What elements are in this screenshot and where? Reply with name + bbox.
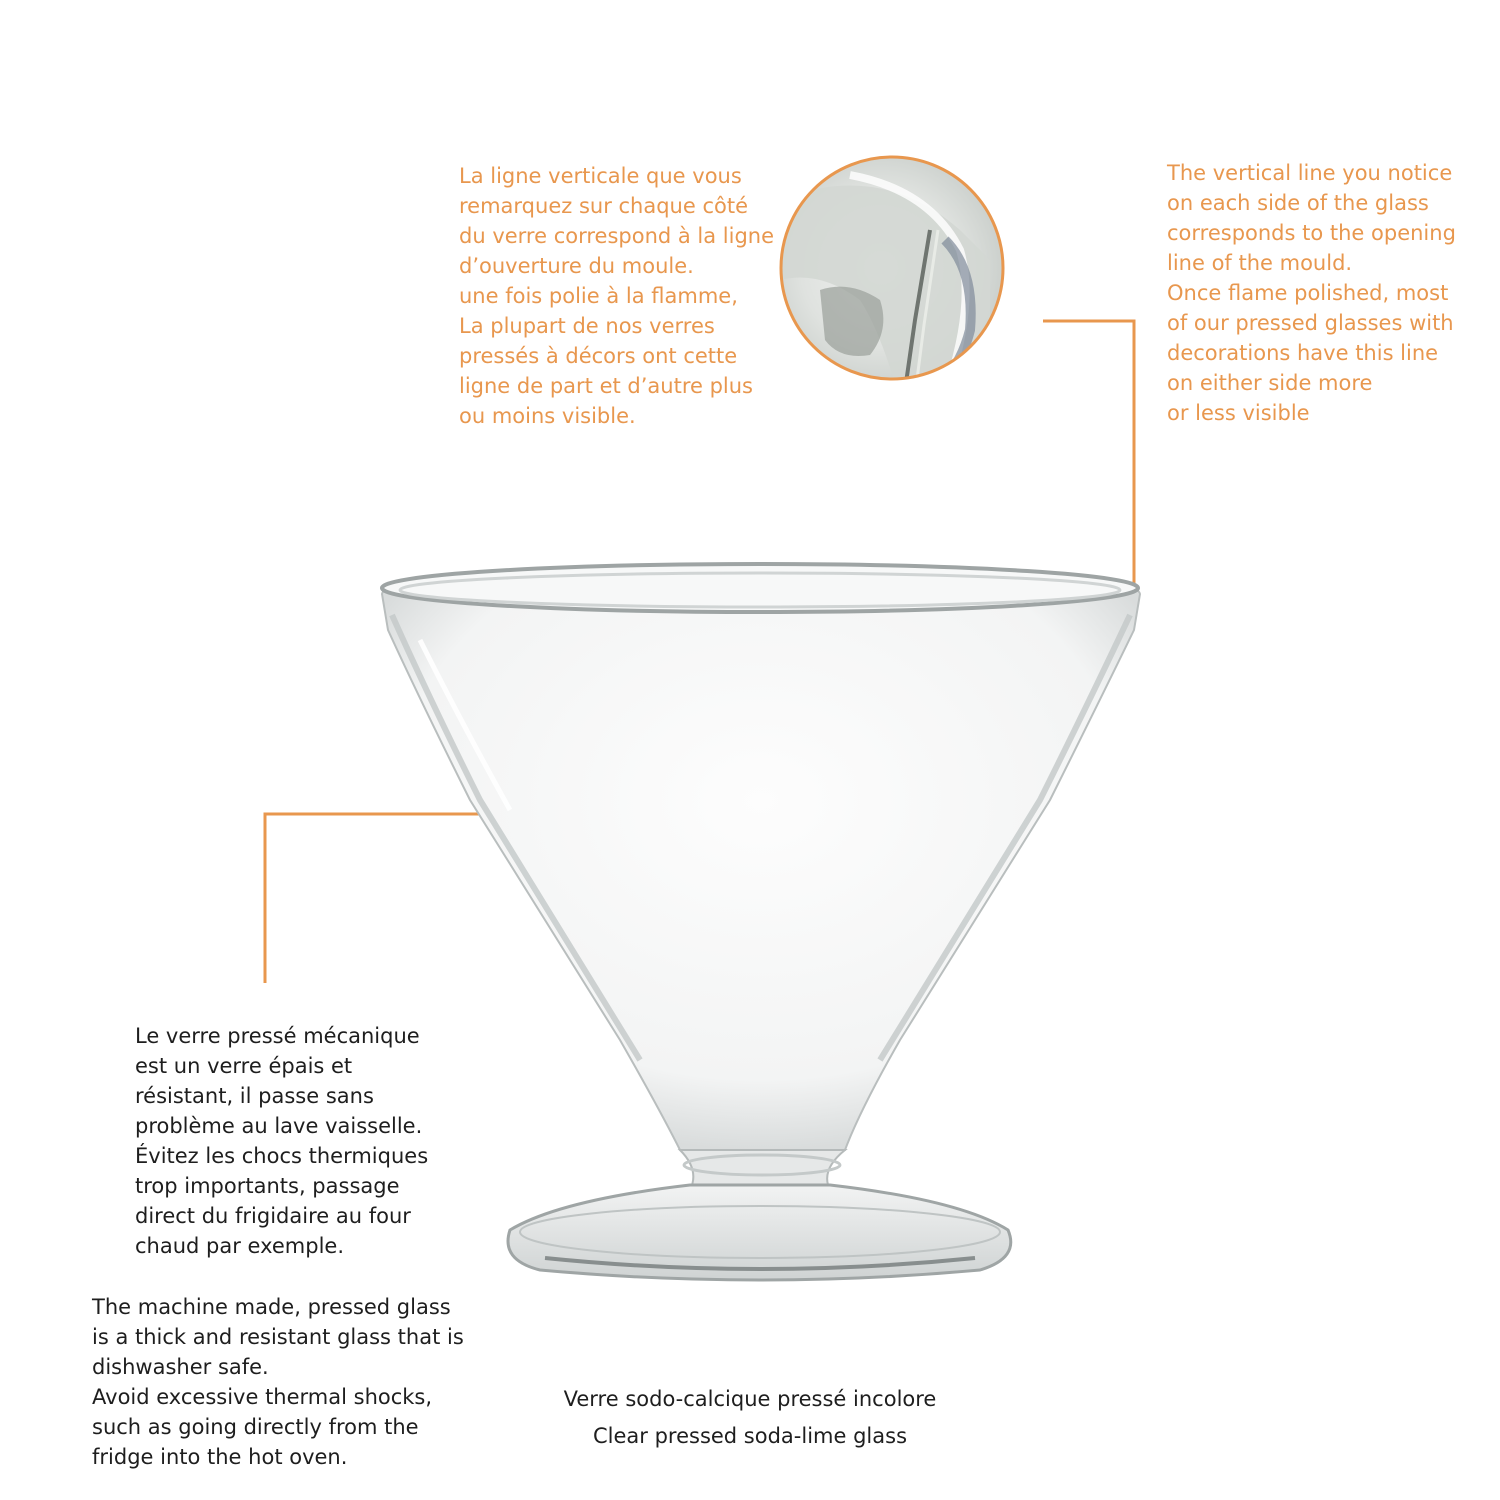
glass-connector-line <box>265 814 483 983</box>
pressed-glass-note-fr: Le verre pressé mécanique est un verre épais et résistant, il passe sans problème au lave vaisselle. Évitez les chocs thermiques trop importants, passage direct du frigidaire au four chaud par exemple. <box>135 1024 429 1258</box>
mould-line-note-en: The vertical line you notice on each side of the glass corresponds to the opening line of the mould. Once flame polished, most of our pressed glasses with decorations have this line on either side more or less visible <box>1167 161 1456 425</box>
zoom-icon <box>780 157 1003 400</box>
caption-en: Clear pressed soda-lime glass <box>592 1424 908 1448</box>
zoom-connector-line <box>1043 321 1134 585</box>
pressed-glass-note-en: The machine made, pressed glass is a thick and resistant glass that is dishwasher safe. Avoid excessive thermal shocks, such as going directly from the fridge into the hot oven. <box>92 1295 464 1469</box>
glass-icon <box>382 564 1140 1280</box>
mould-line-note-fr: La ligne verticale que vous remarquez sur chaque côté du verre correspond à la ligne d’ouverture du moule. une fois polie à la flamme, La plupart de nos verres pressés à décors ont cette ligne de part et d’autre plus ou moins visible. <box>459 164 775 428</box>
caption-fr: Verre sodo-calcique pressé incolore <box>563 1387 937 1411</box>
